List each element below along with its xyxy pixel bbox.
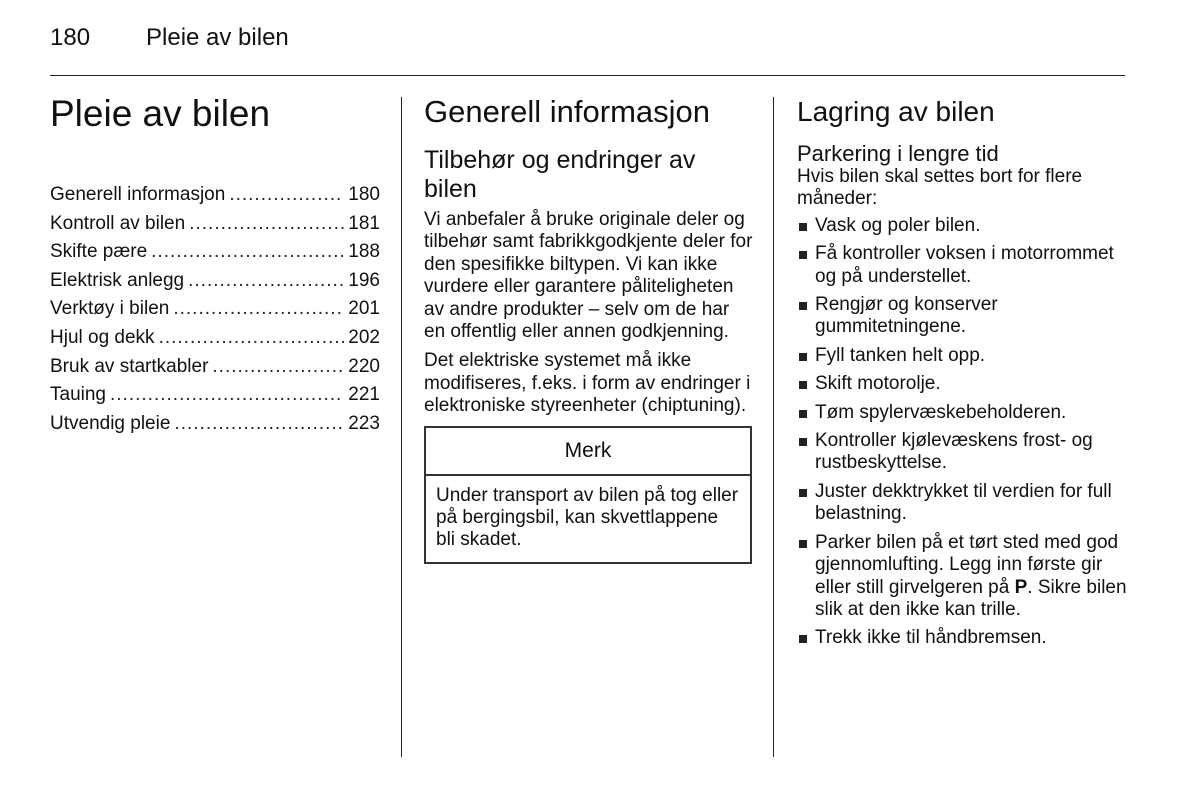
toc-label: Hjul og dekk: [50, 326, 155, 348]
toc-entry[interactable]: [50, 270, 380, 299]
toc-label: Elektrisk anlegg: [50, 269, 185, 291]
page-number: 180: [50, 24, 91, 51]
toc-page: 196: [348, 269, 380, 291]
toc-page: 202: [348, 326, 380, 348]
toc-column: [50, 92, 380, 441]
gear-position: P: [1014, 576, 1028, 598]
toc-page: 181: [348, 212, 380, 234]
running-title: Pleie av bilen: [146, 24, 289, 51]
note-box: [424, 426, 752, 564]
toc-entry[interactable]: [50, 384, 380, 413]
checklist: [797, 215, 1127, 650]
note-title: Merk: [426, 428, 750, 476]
list-item: Rengjør og konserver gummitetningene.: [797, 294, 1127, 339]
list-item: Juster dekktrykket til verdien for full belastning.: [797, 481, 1127, 526]
toc-entry[interactable]: [50, 327, 380, 356]
list-item: Fyll tanken helt opp.: [797, 345, 1127, 367]
toc-label: Verktøy i bilen: [50, 298, 170, 320]
section-title: Generell informasjon: [424, 94, 711, 129]
toc-page: 188: [348, 241, 380, 263]
toc-entry[interactable]: [50, 298, 380, 327]
list-item: Tøm spylervæskebeholderen.: [797, 402, 1127, 424]
toc-list: [50, 184, 380, 441]
toc-entry[interactable]: [50, 184, 380, 213]
toc-entry[interactable]: [50, 413, 380, 442]
paragraph: Hvis bilen skal settes bort for flere måneder:: [797, 166, 1083, 210]
toc-page: 180: [348, 184, 380, 205]
toc-leader: [188, 270, 344, 292]
toc-leader: [212, 356, 344, 378]
list-item: Trekk ikke til håndbremsen.: [797, 627, 1127, 649]
section-title: Lagring av bilen: [797, 96, 995, 127]
subsection-title: Parkering i lengre tid: [797, 141, 999, 166]
toc-leader: [189, 213, 344, 235]
toc-entry[interactable]: [50, 356, 380, 385]
toc-label: Skifte pære: [50, 241, 148, 263]
general-info-column: [424, 92, 754, 564]
header-divider: [50, 75, 1125, 76]
toc-label: Bruk av startkabler: [50, 355, 209, 377]
toc-leader: [110, 384, 344, 406]
toc-leader: [159, 327, 345, 349]
storage-column: [797, 92, 1127, 656]
toc-label: Kontroll av bilen: [50, 212, 186, 234]
toc-leader: [229, 184, 344, 206]
toc-entry[interactable]: [50, 241, 380, 270]
toc-leader: [173, 298, 344, 320]
paragraph: Vi anbefaler å bruke originale deler og tilbehør samt fabrikkgodkjente deler for den spesifikke biltypen. Vi kan ikke vurdere eller garantere påliteligheten av andre produkter – selv om de har en offentlig eller annen godkjenning.: [424, 209, 753, 343]
toc-page: 221: [348, 384, 380, 406]
toc-page: 223: [348, 412, 380, 434]
toc-leader: [174, 413, 344, 435]
toc-page: 201: [348, 298, 380, 320]
toc-entry[interactable]: [50, 213, 380, 242]
toc-label: Generell informasjon: [50, 184, 226, 205]
toc-leader: [151, 241, 344, 263]
list-item: Skift motorolje.: [797, 373, 1127, 395]
column-divider-1: [401, 97, 402, 757]
list-item: Vask og poler bilen.: [797, 215, 1127, 237]
chapter-title: Pleie av bilen: [50, 93, 271, 134]
page-header: [50, 24, 289, 52]
list-item: Kontroller kjølevæskens frost- og rustbeskyttelse.: [797, 430, 1127, 475]
paragraph: Det elektriske systemet må ikke modifiseres, f.eks. i form av endringer i elektroniske styreenheter (chiptuning).: [424, 350, 751, 417]
toc-label: Tauing: [50, 384, 106, 406]
list-item: Få kontroller voksen i motorrommet og på understellet.: [797, 243, 1127, 288]
list-item: Parker bilen på et tørt sted med god gjennomlufting. Legg inn første gir eller still girvelgeren på P. Sikre bilen slik at den ikke kan trille.: [797, 532, 1127, 622]
subsection-title: Tilbehør og endringer av bilen: [424, 146, 696, 203]
column-divider-2: [773, 97, 774, 757]
toc-label: Utvendig pleie: [50, 412, 171, 434]
note-text: Under transport av bilen på tog eller på bergingsbil, kan skvettlappene bli skadet.: [436, 484, 739, 551]
toc-page: 220: [348, 355, 380, 377]
